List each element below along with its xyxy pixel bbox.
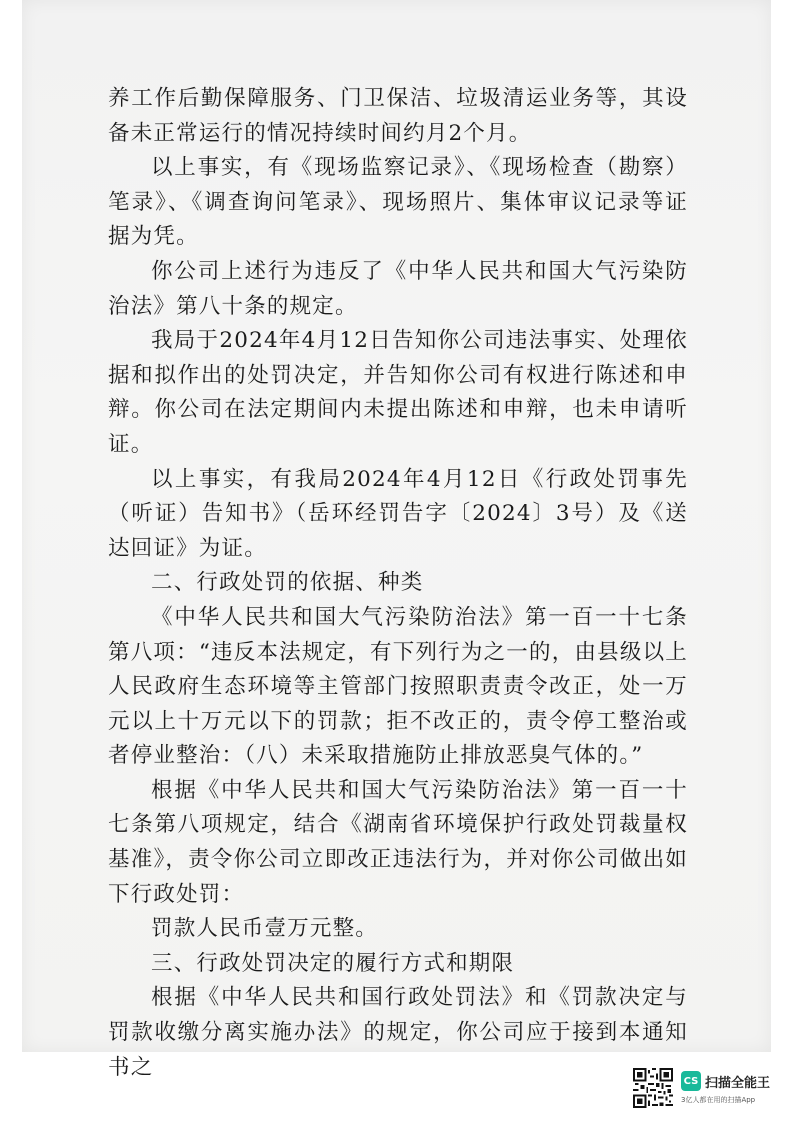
brand-name: 扫描全能王 [705, 1075, 771, 1091]
section-heading-basis: 二、行政处罚的依据、种类 [151, 570, 424, 596]
qr-code-icon[interactable] [633, 1068, 673, 1108]
document-body [108, 82, 688, 1085]
paragraph-payment: 根据《中华人民共和国行政处罚法》和《罚款决定与罚款收缴分离实施办法》的规定，你公司应于接到本通知书之 [108, 985, 688, 1080]
section-heading-performance: 三、行政处罚决定的履行方式和期限 [151, 950, 515, 976]
camscanner-logo-icon: CS [681, 1071, 701, 1091]
scanner-watermark [633, 1065, 783, 1111]
brand [681, 1071, 770, 1091]
paragraph-violation: 你公司上述行为违反了《中华人民共和国大气污染防治法》第八十条的规定。 [108, 258, 688, 319]
paragraph-notification-evidence: 以上事实，有我局2024年4月12日《行政处罚事先（听证）告知书》（岳环经罚告字〔2024〕3号）及《送达回证》为证。 [108, 466, 688, 561]
paragraph-decision: 根据《中华人民共和国大气污染防治法》第一百一十七条第八项规定，结合《湖南省环境保护行政处罚裁量权基准》，责令你公司立即改正违法行为，并对你公司做出如下行政处罚： [108, 777, 688, 907]
paragraph-notification: 我局于2024年4月12日告知你公司违法事实、处理依据和拟作出的处罚决定，并告知你公司有权进行陈述和申辩。你公司在法定期间内未提出陈述和申辩，也未申请听证。 [108, 328, 688, 457]
paragraph-legal-provision: 《中华人民共和国大气污染防治法》第一百一十七条第八项：“违反本法规定，有下列行为之一的，由县级以上人民政府生态环境等主管部门按照职责责令改正，处一万元以上十万元以下的罚款；拒不改正的，责令停工整治或者停业整治：（八）未采取措施防止排放恶臭气体的。” [108, 604, 688, 769]
brand-tagline: 3亿人都在用的扫描App [681, 1096, 756, 1104]
paragraph-continuation: 养工作后勤保障服务、门卫保洁、垃圾清运业务等，其设备未正常运行的情况持续时间约月2个月。 [108, 86, 688, 146]
paragraph-fine: 罚款人民币壹万元整。 [151, 916, 379, 942]
paragraph-evidence: 以上事实，有《现场监察记录》、《现场检查（勘察）笔录》、《调查询问笔录》、现场照片、集体审议记录等证据为凭。 [108, 155, 688, 250]
